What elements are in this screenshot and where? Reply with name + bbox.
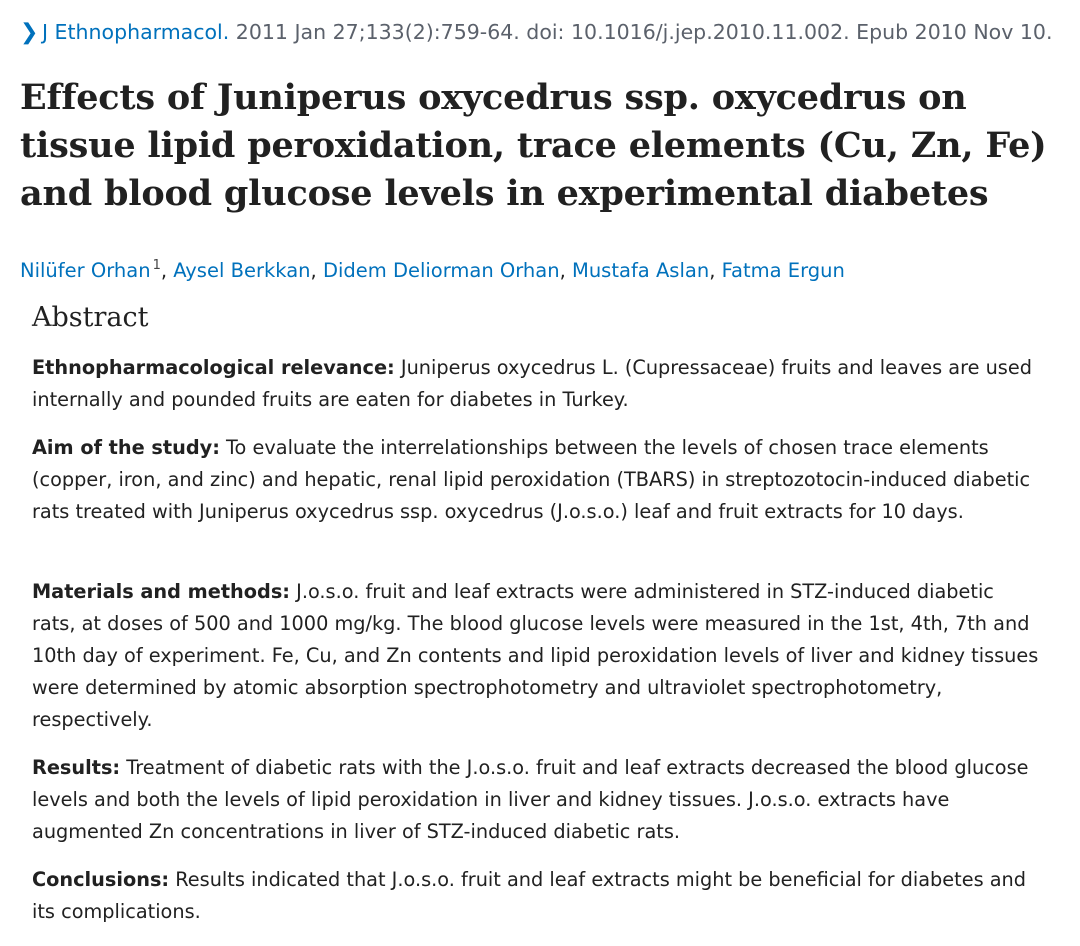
section-text: J.o.s.o. fruit and leaf extracts were administered in STZ-induced diabetic rats, at doses of 500 and 1000 mg/kg. The blood glucose levels were measured in the 1st, 4th, 7th and 10th day of experiment. Fe, Cu, and Zn contents and lipid peroxidation levels of liver and kidney tissues were determined by atomic absorption spectrophotometry and ultraviolet spectrophotometry, respectively. xyxy=(32,580,1039,731)
author-separator: , xyxy=(709,259,722,282)
author-link[interactable]: Didem Deliorman Orhan xyxy=(322,259,560,282)
abstract-paragraph-conclusions xyxy=(32,864,1042,928)
section-text: Juniperus oxycedrus L. (Cupressaceae) fruits and leaves are used internally and pounded fruits are eaten for diabetes in Turkey. xyxy=(32,356,1032,411)
abstract-paragraph-relevance xyxy=(32,352,1042,416)
affiliation-marker[interactable]: 1 xyxy=(152,258,161,273)
section-label: Conclusions: xyxy=(32,868,170,891)
author-separator: , xyxy=(559,259,572,282)
section-label: Results: xyxy=(32,756,121,779)
author-list xyxy=(20,252,845,285)
section-label: Ethnopharmacological relevance: xyxy=(32,356,395,379)
section-text: Results indicated that J.o.s.o. fruit and leaf extracts might be beneficial for diabetes and its complications. xyxy=(32,868,1027,923)
journal-link[interactable]: J Ethnopharmacol. xyxy=(42,20,230,44)
author-link[interactable]: Fatma Ergun xyxy=(721,259,845,282)
chevron-right-icon[interactable]: ❯ xyxy=(20,20,39,45)
abstract-paragraph-results xyxy=(32,752,1042,848)
section-label: Aim of the study: xyxy=(32,436,220,459)
citation-line xyxy=(20,18,1052,47)
abstract-paragraph-aim xyxy=(32,432,1042,528)
author-link[interactable]: Aysel Berkkan xyxy=(173,259,311,282)
article-title: Effects of Juniperus oxycedrus ssp. oxycedrus on tissue lipid peroxidation, trace elements (Cu, Zn, Fe) and blood glucose levels in experimental diabetes xyxy=(20,77,1047,214)
author-separator: , xyxy=(310,259,323,282)
author-separator: , xyxy=(160,259,174,282)
author-link[interactable]: Nilüfer Orhan xyxy=(20,259,151,282)
citation-details: 2011 Jan 27;133(2):759-64. doi: 10.1016/j.jep.2010.11.002. Epub 2010 Nov 10. xyxy=(229,20,1053,44)
abstract-section xyxy=(32,296,1042,923)
section-label: Materials and methods: xyxy=(32,580,291,603)
section-text: To evaluate the interrelationships between the levels of chosen trace elements (copper, iron, and zinc) and hepatic, renal lipid peroxidation (TBARS) in streptozotocin-induced diabetic rats treated with Juniperus oxycedrus ssp. oxycedrus (J.o.s.o.) leaf and fruit extracts for 10 days. xyxy=(32,436,1031,523)
author-link[interactable]: Mustafa Aslan xyxy=(572,259,710,282)
abstract-heading: Abstract xyxy=(32,302,149,333)
section-text: Treatment of diabetic rats with the J.o.s.o. fruit and leaf extracts decreased the blood glucose levels and both the levels of lipid peroxidation in liver and kidney tissues. J.o.s.o. extracts have augmented Zn concentrations in liver of STZ-induced diabetic rats. xyxy=(32,756,1029,843)
abstract-paragraph-methods xyxy=(32,576,1042,736)
